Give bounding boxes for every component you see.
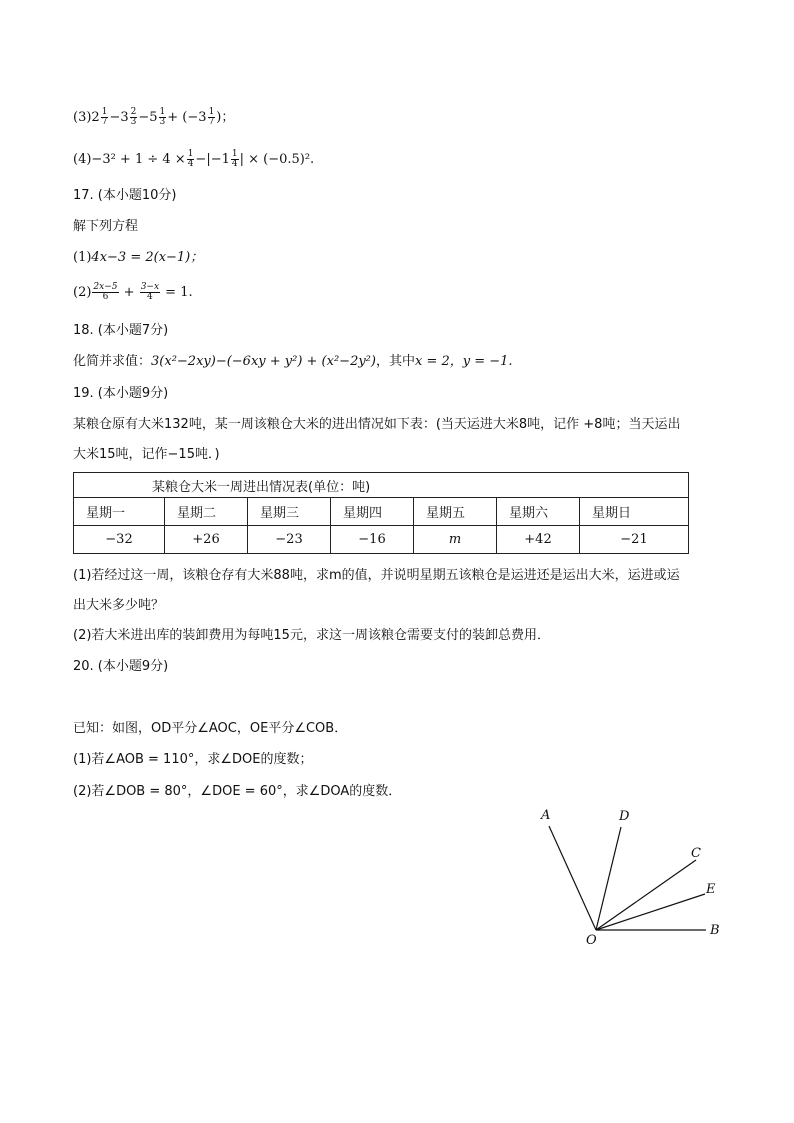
table-title: 某粮仓大米一周进出情况表(单位：吨) [74, 473, 689, 498]
operator: − [138, 110, 150, 125]
q18-problem [73, 353, 513, 371]
table-cell: 星期五 [414, 498, 497, 526]
table-cell: −32 [74, 526, 165, 554]
q19-part2: (2)若大米进出库的装卸费用为每吨15元，求这一周该粮仓需要支付的装卸总费用． [73, 628, 550, 643]
q19-part1-line2: 出大米多少吨？ [73, 598, 165, 613]
fraction [130, 108, 138, 127]
table-cell: +26 [165, 526, 248, 554]
mixed-whole: 3 [198, 110, 207, 125]
expr-segment: −3² + 1 ÷ 4 × [91, 152, 186, 167]
expr-segment: −|−1 [195, 152, 230, 167]
denominator: 3 [159, 117, 166, 127]
table-cell: 星期三 [248, 498, 331, 526]
table-cell: −23 [248, 526, 331, 554]
part-label: (4) [73, 152, 92, 167]
q20-part1: (1)若∠AOB = 110°，求∠DOE的度数； [73, 752, 313, 767]
operator: + [123, 285, 135, 300]
part-label: (1) [73, 250, 92, 265]
label-e: E [706, 882, 716, 897]
label-a: A [541, 808, 551, 823]
q17-header: 17. (本小题10分) [73, 188, 177, 203]
part-label: (3) [73, 110, 92, 125]
q16-part3 [73, 108, 234, 127]
fraction [101, 108, 109, 127]
fraction [231, 150, 239, 169]
denominator: 4 [187, 159, 194, 169]
numerator: 1 [187, 149, 194, 159]
q19-header: 19. (本小题9分) [73, 386, 169, 401]
equation: 4x−3 = 2(x−1)； [91, 250, 204, 265]
q19-intro-line2: 大米15吨，记作−15吨．) [73, 447, 220, 462]
ray-oa [549, 826, 596, 930]
table-cell: 星期四 [331, 498, 414, 526]
q20-header: 20. (本小题9分) [73, 659, 169, 674]
q19-intro-line1: 某粮仓原有大米132吨，某一周该粮仓大米的进出情况如下表：(当天运进大米8吨，记作 +8吨；当天运出 [73, 417, 681, 432]
denominator: 3 [130, 117, 137, 127]
fraction [159, 108, 167, 127]
tail: = 1. [165, 285, 193, 300]
numerator: 3−x [140, 282, 160, 292]
q16-part4 [73, 150, 314, 169]
numerator: 1 [208, 107, 215, 117]
label-o: O [586, 933, 597, 948]
q20-given: 已知：如图，OD平分∠AOC，OE平分∠COB． [73, 721, 348, 736]
numerator: 2 [130, 107, 137, 117]
mixed-whole: 5 [149, 110, 158, 125]
q18-header: 18. (本小题7分) [73, 323, 169, 338]
rice-table [73, 472, 689, 554]
numerator: 1 [101, 107, 108, 117]
fraction [92, 283, 118, 302]
tail: )； [216, 110, 235, 125]
expression: 3(x²−2xy)−(−6xy + y²) + (x²−2y²) [151, 354, 376, 369]
denominator: 4 [146, 292, 153, 302]
numerator: 1 [159, 107, 166, 117]
denominator: 4 [231, 159, 238, 169]
q17-intro: 解下列方程 [73, 219, 139, 234]
table-cell: 星期六 [497, 498, 580, 526]
numerator: 2x−5 [93, 282, 118, 292]
mixed-whole: 2 [91, 110, 100, 125]
text: ，其中 [375, 354, 415, 369]
q19-part1-line1: (1)若经过这一周，该粮仓存有大米88吨，求m的值，并说明星期五该粮仓是运进还是运出大米，运进或运 [73, 568, 680, 583]
table-row-values [74, 526, 689, 554]
denominator: 7 [208, 117, 215, 127]
text: 化简并求值： [73, 354, 152, 369]
expr-segment: | × (−0.5)². [239, 152, 315, 167]
table-cell: m [414, 526, 497, 554]
mixed-whole: 3 [120, 110, 129, 125]
part-label: (2) [73, 285, 92, 300]
table-cell: 星期日 [580, 498, 689, 526]
label-c: C [691, 846, 701, 861]
angle-figure [530, 800, 730, 960]
q17-part1 [73, 249, 203, 267]
fraction [187, 150, 195, 169]
q17-part2 [73, 283, 193, 302]
table-cell: 星期一 [74, 498, 165, 526]
label-d: D [619, 809, 630, 824]
denominator: 6 [102, 292, 109, 302]
label-b: B [710, 923, 720, 938]
numerator: 1 [231, 149, 238, 159]
fraction [208, 108, 216, 127]
operator: − [109, 110, 121, 125]
q20-part2: (2)若∠DOB = 80°，∠DOE = 60°，求∠DOA的度数． [73, 784, 402, 799]
condition: x = 2，y = −1. [414, 354, 513, 369]
table-cell: +42 [497, 526, 580, 554]
table-cell: −21 [580, 526, 689, 554]
table-cell: 星期二 [165, 498, 248, 526]
table-row-days [74, 498, 689, 526]
table-cell: −16 [331, 526, 414, 554]
ray-oe [596, 894, 705, 930]
denominator: 7 [101, 117, 108, 127]
fraction [140, 283, 160, 302]
operator: + (− [167, 110, 199, 125]
